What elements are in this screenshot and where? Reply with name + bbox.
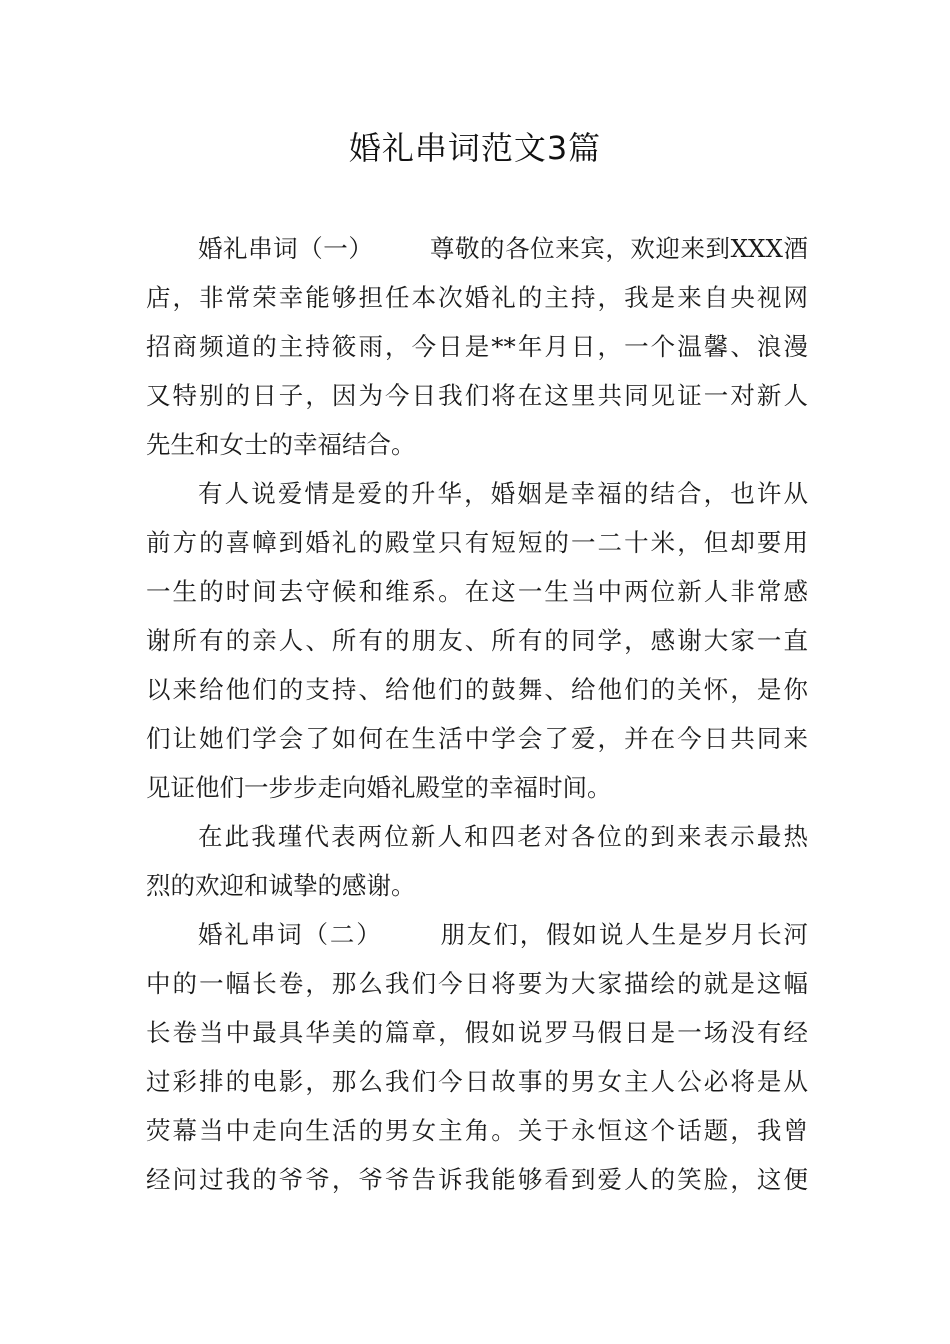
text-line: 烈的欢迎和诚挚的感谢。 <box>146 871 416 900</box>
text-line: 一生的时间去守候和维系。在这一生当中两位新人非常感 <box>146 577 808 606</box>
text-line: 们让她们学会了如何在生活中学会了爱，并在今日共同来 <box>146 724 808 753</box>
section-heading: 婚礼串词（一） <box>198 234 374 263</box>
paragraph-2 <box>146 469 808 812</box>
text-line: 长卷当中最具华美的篇章，假如说罗马假日是一场没有经 <box>146 1018 808 1047</box>
text-line: 在此我瑾代表两位新人和四老对各位的到来表示最热 <box>198 822 808 851</box>
text-line: 经问过我的爷爷，爷爷告诉我能够看到爱人的笑脸，这便 <box>146 1165 808 1194</box>
text-line: 谢所有的亲人、所有的朋友、所有的同学，感谢大家一直 <box>146 626 808 655</box>
text-line: 中的一幅长卷，那么我们今日将要为大家描绘的就是这幅 <box>146 969 808 998</box>
section-heading: 婚礼串词（二） <box>198 920 383 949</box>
paragraph-3 <box>146 812 808 910</box>
text-line: 过彩排的电影，那么我们今日故事的男女主人公必将是从 <box>146 1067 808 1096</box>
text-line: 荧幕当中走向生活的男女主角。关于永恒这个话题，我曾 <box>146 1116 808 1145</box>
text-line: 婚礼串词（一） 尊敬的各位来宾，欢迎来到XXX酒 <box>198 234 808 263</box>
text-line: 以来给他们的支持、给他们的鼓舞、给他们的关怀，是你 <box>146 675 808 704</box>
text-line: 店，非常荣幸能够担任本次婚礼的主持，我是来自央视网 <box>146 283 808 312</box>
paragraph-4 <box>146 910 808 1204</box>
text-line: 婚礼串词（二） 朋友们，假如说人生是岁月长河 <box>198 920 809 949</box>
document-title: 婚礼串词范文3篇 <box>348 129 602 167</box>
paragraph-1 <box>146 224 808 469</box>
document-body <box>146 224 808 1204</box>
text-line: 见证他们一步步走向婚礼殿堂的幸福时间。 <box>146 773 612 802</box>
text-line: 有人说爱情是爱的升华，婚姻是幸福的结合，也许从 <box>198 479 808 508</box>
text-line: 前方的喜幛到婚礼的殿堂只有短短的一二十米，但却要用 <box>146 528 808 557</box>
text-line: 招商频道的主持筱雨，今日是**年月日，一个温馨、浪漫 <box>146 332 808 361</box>
text-line: 先生和女士的幸福结合。 <box>146 430 416 459</box>
text-line: 又特别的日子，因为今日我们将在这里共同见证一对新人 <box>146 381 808 410</box>
